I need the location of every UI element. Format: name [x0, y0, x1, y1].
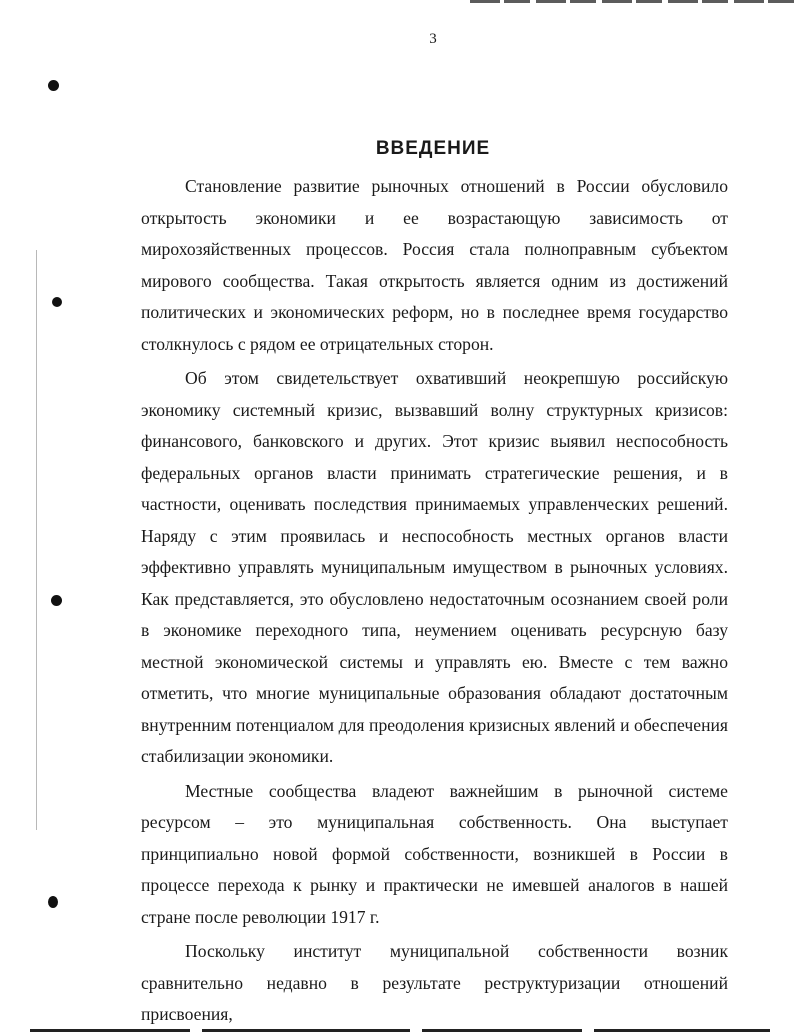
- binding-hole-mark: [52, 297, 62, 307]
- paragraph: Поскольку институт муниципальной собственности возник сравнительно недавно в результате реструктуризации отношений присвоения,: [141, 941, 728, 1024]
- paragraph: Местные сообщества владеют важнейшим в рыночной системе ресурсом – это муниципальная собственность. Она выступает принципиально новой формой собственности, возникшей в России в процессе перехода к рынку и практически не имевшей аналогов в нашей стране после революции 1917 г.: [141, 780, 728, 927]
- top-edge-rule: [470, 0, 799, 3]
- binding-hole-mark: [48, 80, 59, 91]
- body-text: [141, 171, 728, 1034]
- binding-hole-mark: [48, 896, 58, 908]
- bottom-edge-rule: [30, 1029, 770, 1032]
- binding-hole-mark: [51, 595, 62, 606]
- binding-margin-line: [36, 250, 37, 830]
- paragraph: Об этом свидетельствует охвативший неокрепшую российскую экономику системный кризис, вызвавший волну структурных кризисов: финансового, банковского и других. Этот кризис выявил неспособность федеральных органов власти принимать стратегические решения, и в частности, оценивать последствия принимаемых управленческих решений. Наряду с этим проявилась и неспособность местных органов власти эффективно управлять муниципальным имуществом в рыночных условиях. Как представляется, это обусловлено недостаточным осознанием своей роли в экономике переходного типа, неумением оценивать ресурсную базу местной экономической системы и управлять ею. Вместе с тем важно отметить, что многие муниципальные образования обладают достаточным внутренним потенциалом для преодоления кризисных явлений и обеспечения стабилизации экономики.: [141, 368, 728, 766]
- page-number: 3: [429, 31, 437, 47]
- paragraph: Становление развитие рыночных отношений в России обусловило открытость экономики и ее возрастающую зависимость от мирохозяйственных процессов. Россия стала полноправным субъектом мирового сообщества. Такая открытость является одним из достижений политических и экономических реформ, но в последнее время государство столкнулось с рядом ее отрицательных сторон.: [141, 176, 728, 354]
- section-heading: ВВЕДЕНИЕ: [375, 138, 491, 159]
